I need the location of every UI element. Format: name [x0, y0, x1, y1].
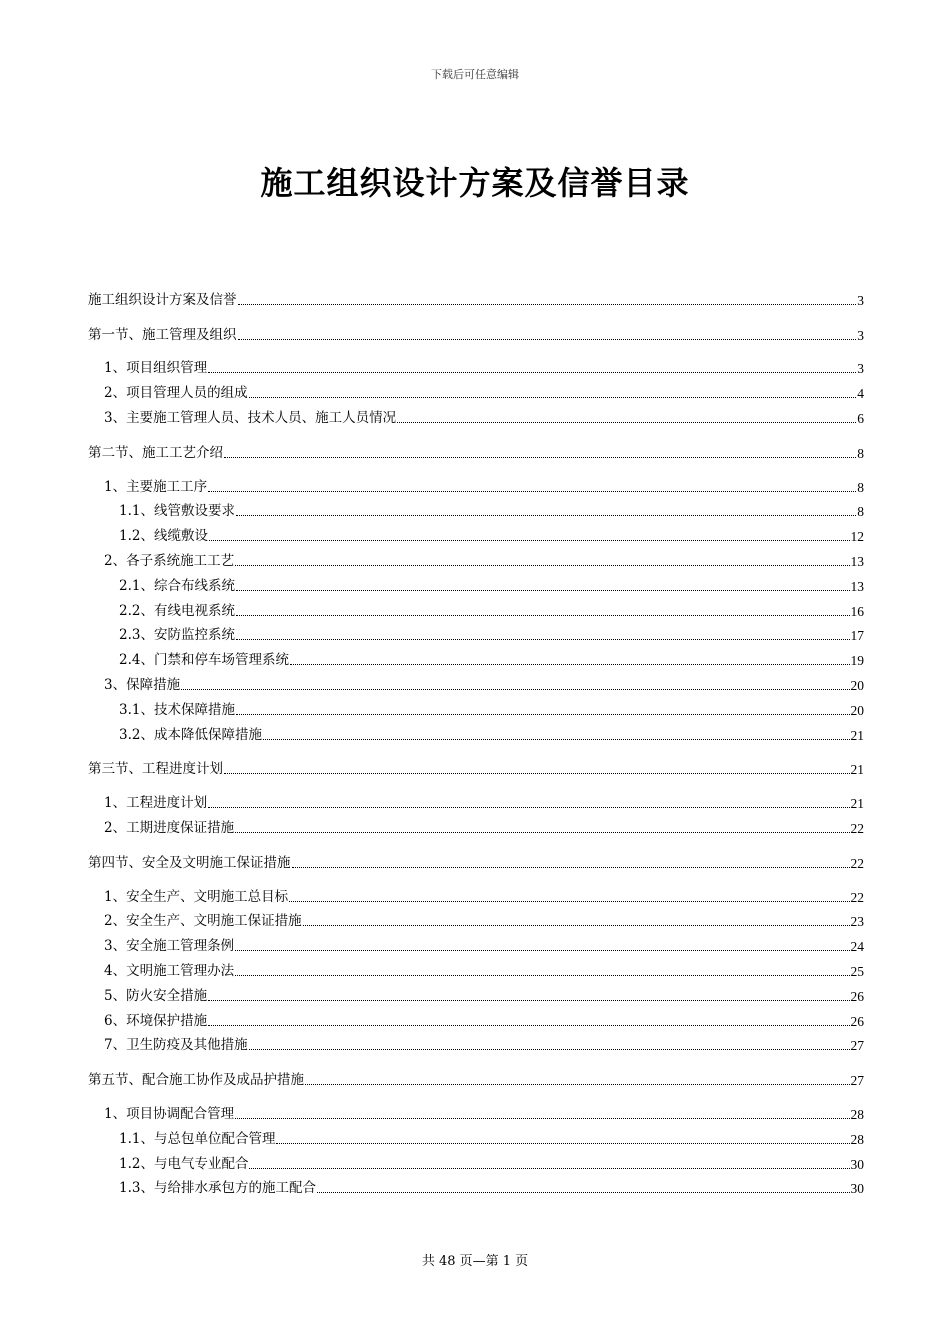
toc-entry[interactable]: [88, 620, 864, 645]
toc-entry[interactable]: [88, 377, 864, 402]
toc-entry-page-number: 8: [857, 479, 864, 495]
toc-entry-page-number: 27: [850, 1073, 864, 1089]
toc-entry-page-number: 30: [850, 1156, 864, 1172]
toc-entry[interactable]: [88, 545, 864, 570]
toc-entry-page-number: 3: [857, 292, 864, 308]
toc-entry-page-number: 21: [850, 796, 864, 812]
toc-entry-label: 2、各子系统施工工艺: [104, 552, 235, 569]
toc-entry-page-number: 22: [850, 855, 864, 871]
toc-entry-label: 2.4、门禁和停车场管理系统: [119, 652, 289, 669]
toc-entry-page-number: 17: [850, 628, 864, 644]
toc-entry[interactable]: [88, 437, 864, 462]
toc-entry-page-number: 8: [857, 504, 864, 520]
toc-dot-leader: [249, 397, 857, 398]
toc-entry-page-number: 26: [850, 988, 864, 1004]
toc-entry-page-number: 21: [850, 762, 864, 778]
toc-dot-leader: [317, 1192, 850, 1193]
toc-entry[interactable]: [88, 319, 864, 344]
toc-dot-leader: [208, 1000, 849, 1001]
toc-entry-label: 第一节、施工管理及组织: [88, 326, 237, 343]
toc-entry-page-number: 12: [850, 529, 864, 545]
toc-entry-label: 第五节、配合施工协作及成品护措施: [88, 1072, 304, 1089]
toc-entry[interactable]: [88, 1098, 864, 1123]
toc-entry[interactable]: [88, 284, 864, 309]
toc-entry-label: 3、安全施工管理条例: [104, 938, 235, 955]
toc-entry-page-number: 22: [850, 889, 864, 905]
toc-entry-page-number: 16: [850, 603, 864, 619]
toc-dot-leader: [249, 1168, 849, 1169]
toc-entry-label: 3.1、技术保障措施: [119, 701, 235, 718]
toc-entry[interactable]: [88, 1064, 864, 1089]
toc-dot-leader: [289, 901, 849, 902]
toc-entry-label: 2.2、有线电视系统: [119, 602, 235, 619]
toc-entry-label: 2、项目管理人员的组成: [104, 385, 248, 402]
toc-entry-label: 2、工期进度保证措施: [104, 819, 235, 836]
toc-entry[interactable]: [88, 812, 864, 837]
toc-dot-leader: [224, 773, 850, 774]
toc-entry-page-number: 22: [850, 820, 864, 836]
toc-dot-leader: [263, 739, 850, 740]
page-footer: 共 48 页—第 1 页: [421, 1254, 529, 1269]
toc-entry-page-number: 19: [850, 653, 864, 669]
toc-entry[interactable]: [88, 471, 864, 496]
toc-dot-leader: [235, 1118, 849, 1119]
toc-entry-page-number: 3: [857, 361, 864, 377]
toc-dot-leader: [235, 950, 849, 951]
toc-entry[interactable]: [88, 980, 864, 1005]
toc-dot-leader: [208, 372, 856, 373]
toc-entry-label: 3.2、成本降低保障措施: [119, 726, 262, 743]
toc-dot-leader: [181, 689, 849, 690]
toc-entry-label: 1、项目组织管理: [104, 360, 208, 377]
toc-entry-page-number: 26: [850, 1013, 864, 1029]
toc-entry-label: 5、防火安全措施: [104, 987, 208, 1004]
toc-entry-label: 1、主要施工工序: [104, 478, 208, 495]
toc-dot-leader: [397, 422, 856, 423]
toc-dot-leader: [305, 1084, 850, 1085]
toc-dot-leader: [236, 639, 850, 640]
toc-entry[interactable]: [88, 353, 864, 378]
toc-entry[interactable]: [88, 1148, 864, 1173]
toc-entry[interactable]: [88, 847, 864, 872]
toc-entry-page-number: 28: [850, 1106, 864, 1122]
table-of-contents: [88, 284, 864, 1197]
toc-entry-label: 1、安全生产、文明施工总目标: [104, 888, 289, 905]
toc-entry-label: 第三节、工程进度计划: [88, 761, 223, 778]
toc-entry[interactable]: [88, 754, 864, 779]
toc-entry[interactable]: [88, 694, 864, 719]
toc-entry-label: 1、工程进度计划: [104, 795, 208, 812]
toc-entry-page-number: 25: [850, 963, 864, 979]
toc-entry-page-number: 3: [857, 327, 864, 343]
toc-dot-leader: [238, 304, 857, 305]
toc-entry-page-number: 20: [850, 702, 864, 718]
header-note: 下载后可任意编辑: [431, 68, 519, 81]
toc-entry-label: 2.3、安防监控系统: [119, 627, 235, 644]
toc-entry[interactable]: [88, 719, 864, 744]
toc-entry[interactable]: [88, 570, 864, 595]
toc-dot-leader: [208, 491, 856, 492]
toc-dot-leader: [238, 339, 857, 340]
toc-dot-leader: [224, 457, 856, 458]
toc-dot-leader: [236, 590, 850, 591]
toc-entry[interactable]: [88, 787, 864, 812]
toc-entry-label: 1、项目协调配合管理: [104, 1105, 235, 1122]
toc-dot-leader: [235, 832, 849, 833]
toc-entry-label: 2.1、综合布线系统: [119, 577, 235, 594]
toc-entry-label: 3、保障措施: [104, 676, 181, 693]
toc-entry-label: 3、主要施工管理人员、技术人员、施工人员情况: [104, 409, 397, 426]
toc-entry[interactable]: [88, 1123, 864, 1148]
toc-entry-label: 7、卫生防疫及其他措施: [104, 1037, 248, 1054]
toc-entry-label: 第四节、安全及文明施工保证措施: [88, 854, 291, 871]
toc-entry-page-number: 28: [850, 1131, 864, 1147]
toc-entry-page-number: 20: [850, 677, 864, 693]
toc-entry[interactable]: [88, 595, 864, 620]
toc-entry-page-number: 30: [850, 1181, 864, 1197]
toc-entry[interactable]: [88, 906, 864, 931]
toc-entry-label: 6、环境保护措施: [104, 1012, 208, 1029]
toc-entry[interactable]: [88, 669, 864, 694]
toc-entry-label: 4、文明施工管理办法: [104, 962, 235, 979]
toc-dot-leader: [292, 867, 850, 868]
toc-entry-label: 第二节、施工工艺介绍: [88, 444, 223, 461]
toc-entry-page-number: 21: [850, 727, 864, 743]
toc-dot-leader: [208, 807, 849, 808]
toc-entry-label: 1.1、线管敷设要求: [119, 503, 235, 520]
toc-entry[interactable]: [88, 402, 864, 427]
toc-entry-page-number: 13: [850, 553, 864, 569]
toc-entry[interactable]: [88, 1005, 864, 1030]
toc-dot-leader: [276, 1143, 849, 1144]
document-title: 施工组织设计方案及信誉目录: [260, 164, 690, 202]
toc-entry-label: 施工组织设计方案及信誉: [88, 291, 237, 308]
toc-dot-leader: [209, 540, 850, 541]
toc-entry[interactable]: [88, 930, 864, 955]
toc-entry-label: 1.3、与给排水承包方的施工配合: [119, 1180, 316, 1197]
toc-entry-page-number: 13: [850, 578, 864, 594]
toc-dot-leader: [249, 1049, 850, 1050]
toc-entry-label: 1.2、与电气专业配合: [119, 1155, 249, 1172]
toc-entry[interactable]: [88, 1173, 864, 1198]
toc-entry-page-number: 6: [857, 410, 864, 426]
toc-dot-leader: [236, 714, 850, 715]
toc-dot-leader: [290, 664, 850, 665]
toc-entry-label: 2、安全生产、文明施工保证措施: [104, 913, 302, 930]
toc-entry-label: 1.2、线缆敷设: [119, 528, 208, 545]
toc-entry-page-number: 24: [850, 939, 864, 955]
toc-entry[interactable]: [88, 496, 864, 521]
toc-entry-page-number: 8: [857, 445, 864, 461]
toc-entry[interactable]: [88, 955, 864, 980]
toc-entry-page-number: 27: [850, 1038, 864, 1054]
toc-entry[interactable]: [88, 520, 864, 545]
toc-dot-leader: [236, 615, 850, 616]
toc-entry[interactable]: [88, 881, 864, 906]
toc-entry[interactable]: [88, 644, 864, 669]
toc-dot-leader: [236, 515, 856, 516]
toc-dot-leader: [303, 925, 850, 926]
toc-entry-page-number: 4: [857, 386, 864, 402]
toc-entry-page-number: 23: [850, 914, 864, 930]
toc-entry-label: 1.1、与总包单位配合管理: [119, 1130, 276, 1147]
toc-dot-leader: [235, 565, 849, 566]
toc-entry[interactable]: [88, 1030, 864, 1055]
toc-dot-leader: [235, 975, 849, 976]
toc-dot-leader: [208, 1025, 849, 1026]
